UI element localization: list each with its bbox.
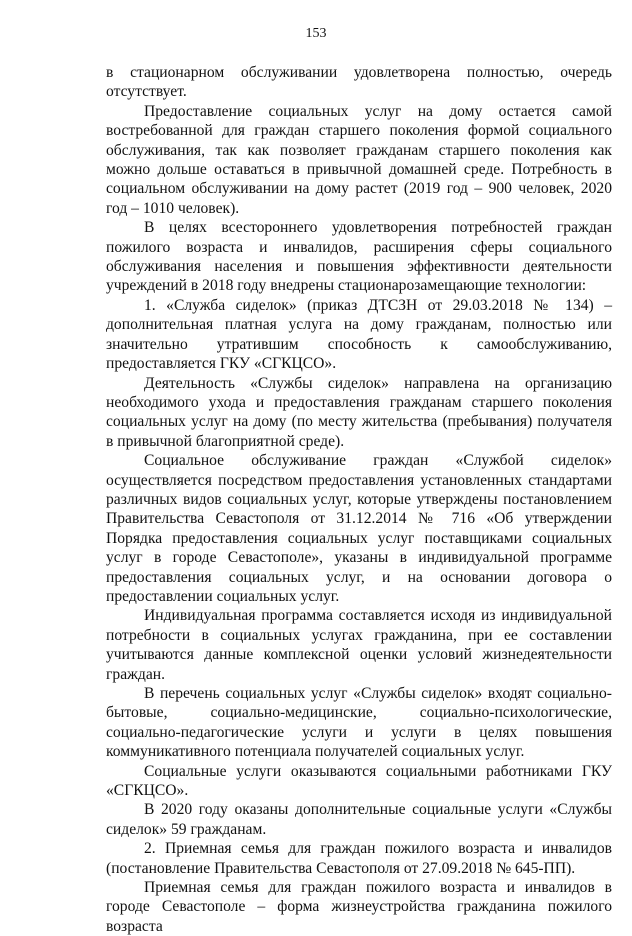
- paragraph-social-workers: Социальные услуги оказываются социальными работниками ГКУ «СГКЦСО».: [106, 762, 612, 800]
- paragraph-foster-family-definition: Приемная семья для граждан пожилого возраста и инвалидов в городе Севастополе – форма жизнеустройства гражданина пожилого возраста: [106, 879, 612, 935]
- paragraph-caregiver-provision: Социальное обслуживание граждан «Службой сиделок» осуществляется посредством предоставления установленных стандартами различных видов социальных услуг, которые утверждены постановлением Правительства Севастополя от 31.12.2014 № 716 «Об утверждении Порядка предоставления социальных услуг поставщиками социальных услуг в городе Севастополе», указаны в индивидуальной программе предоставления социальных услуг, и на основании договора о предоставлении социальных услуг.: [106, 452, 612, 605]
- document-body: [106, 63, 612, 936]
- paragraph-continuation: в стационарном обслуживании удовлетворена полностью, очередь отсутствует.: [106, 64, 612, 101]
- paragraph-caregiver-service: 1. «Служба сиделок» (приказ ДТСЗН от 29.03.2018 № 134) – дополнительная платная услуга на дому гражданам, полностью или значительно утратившим способность к самообслуживанию, предоставляется ГКУ «СГКЦСО».: [106, 296, 612, 373]
- paragraph-2020-stats: В 2020 году оказаны дополнительные социальные услуги «Службы сиделок» 59 гражданам.: [106, 801, 612, 838]
- paragraph-service-list: В перечень социальных услуг «Службы сиделок» входят социально-бытовые, социально-медицинские, социально-психологические, социально-педагогические услуги и услуги в целях повышения коммуникативного потенциала получателей социальных услуг.: [106, 685, 612, 761]
- paragraph-individual-program: Индивидуальная программа составляется исходя из индивидуальной потребности в социальных услугах гражданина, при ее составлении учитываются данные комплексной оценки условий жизнедеятельности граждан.: [106, 607, 612, 683]
- paragraph-home-services: Предоставление социальных услуг на дому остается самой востребованной для граждан старшего поколения формой социального обслуживания, так как позволяет гражданам старшего поколения как можно дольше оставаться в привычной домашней среде. Потребность в социальном обслуживании на дому растет (2019 год – 900 человек, 2020 год – 1010 человек).: [106, 102, 612, 217]
- paragraph-caregiver-activity: Деятельность «Службы сиделок» направлена на организацию необходимого ухода и предоставления гражданам старшего поколения социальных услуг на дому (по месту жительства (пребывания) получателя в привычной благоприятной среде).: [106, 374, 612, 450]
- page-number: 153: [305, 26, 327, 41]
- paragraph-foster-family: 2. Приемная семья для граждан пожилого возраста и инвалидов (постановление Правительства Севастополя от 27.09.2018 № 645-ПП).: [106, 840, 612, 877]
- paragraph-technologies: В целях всестороннего удовлетворения потребностей граждан пожилого возраста и инвалидов, расширения сферы социального обслуживания населения и повышения эффективности деятельности учреждений в 2018 году внедрены стационарозамещающие технологии:: [106, 219, 612, 295]
